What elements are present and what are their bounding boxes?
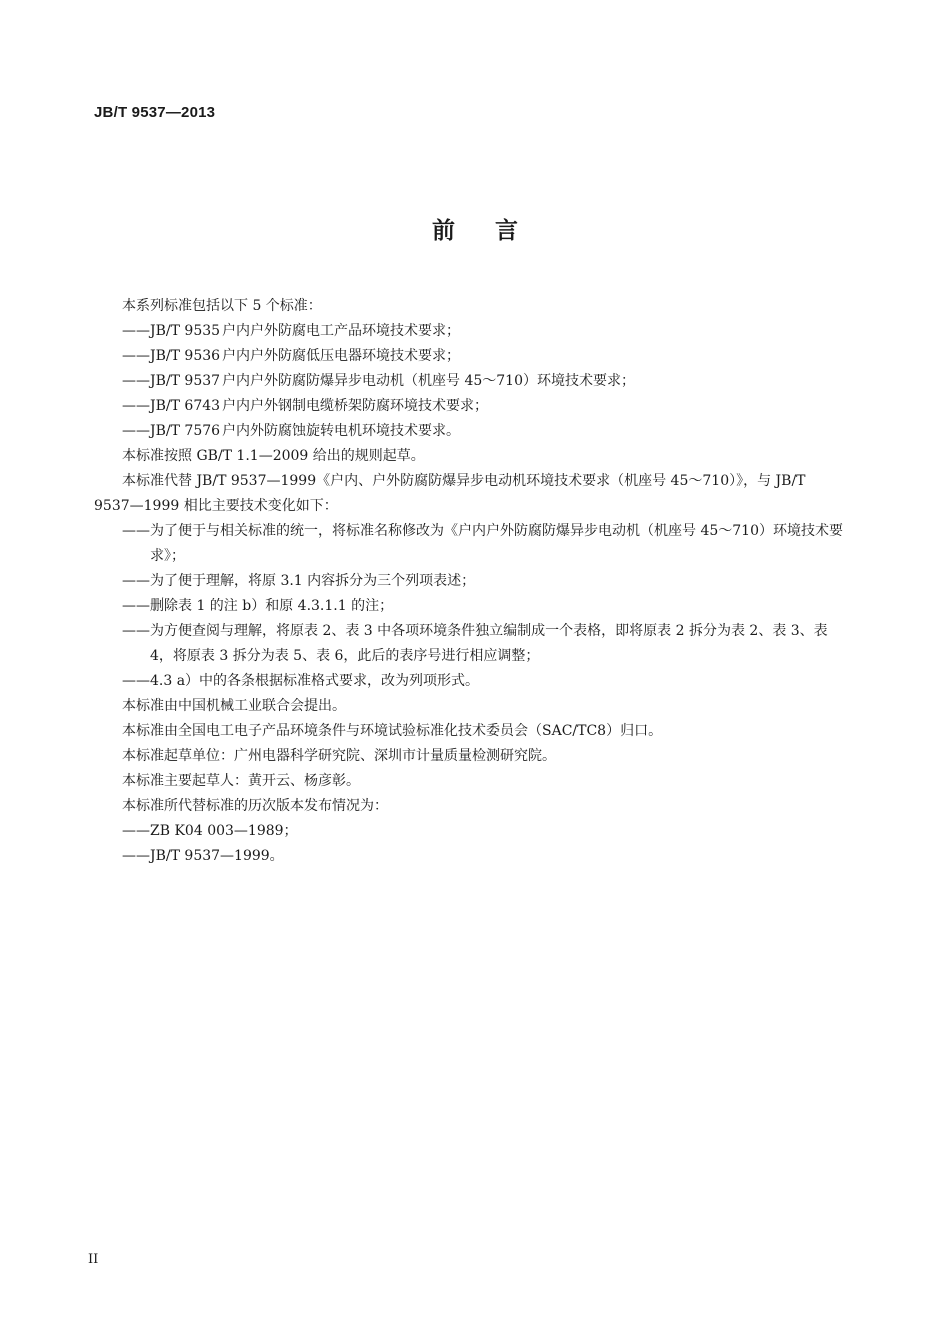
page-number: II xyxy=(88,1252,99,1267)
drafting-units: 本标准起草单位：广州电器科学研究院、深圳市计量质量检测研究院。 xyxy=(122,748,556,764)
history-item: ——ZB K04 003—1989； xyxy=(122,823,298,839)
series-item xyxy=(94,369,844,394)
drafters: 本标准主要起草人：黄开云、杨彦彰。 xyxy=(122,773,360,789)
change-item: ——为方便查阅与理解，将原表 2、表 3 中各项环境条件独立编制成一个表格，即将原表 2 拆分为表 2、表 3、表 4，将原表 3 拆分为表 5、表 6，此后的表序号进行相应调整； xyxy=(122,623,828,664)
series-item-text: 户内外防腐蚀旋转电机环境技术要求。 xyxy=(222,423,460,439)
series-item-text: 户内户外防腐低压电器环境技术要求； xyxy=(222,348,460,364)
foreword-body xyxy=(94,294,844,869)
series-item-text: 户内户外钢制电缆桥架防腐环境技术要求； xyxy=(222,398,488,414)
managed-by: 本标准由全国电工电子产品环境条件与环境试验标准化技术委员会（SAC/TC8）归口。 xyxy=(122,723,663,739)
change-item: ——删除表 1 的注 b）和原 4.3.1.1 的注； xyxy=(122,598,394,614)
series-item-text: 户内户外防腐电工产品环境技术要求； xyxy=(222,323,460,339)
change-item: ——4.3 a）中的各条根据标准格式要求，改为列项形式。 xyxy=(122,673,480,689)
replaces-statement: 本标准代替 JB/T 9537—1999《户内、户外防腐防爆异步电动机环境技术要求（机座号 45～710）》，与 JB/T 9537—1999 相比主要技术变化如下： xyxy=(94,473,806,514)
series-item-code: ——JB/T 9537 xyxy=(122,373,221,389)
series-item-text: 户内户外防腐防爆异步电动机（机座号 45～710）环境技术要求； xyxy=(222,373,635,389)
page-title: 前言 xyxy=(432,218,558,244)
series-item-code: ——JB/T 7576 xyxy=(122,423,221,439)
history-intro: 本标准所代替标准的历次版本发布情况为： xyxy=(122,798,388,814)
series-intro: 本系列标准包括以下 5 个标准： xyxy=(122,298,322,314)
series-item-code: ——JB/T 9536 xyxy=(122,348,221,364)
drafting-rule: 本标准按照 GB/T 1.1—2009 给出的规则起草。 xyxy=(122,448,425,464)
series-item xyxy=(94,319,844,344)
series-item xyxy=(94,344,844,369)
document-number: JB/T 9537—2013 xyxy=(94,104,216,121)
proposed-by: 本标准由中国机械工业联合会提出。 xyxy=(122,698,346,714)
series-item xyxy=(94,419,844,444)
series-item xyxy=(94,394,844,419)
series-item-code: ——JB/T 9535 xyxy=(122,323,221,339)
series-item-code: ——JB/T 6743 xyxy=(122,398,221,414)
change-item: ——为了便于理解，将原 3.1 内容拆分为三个列项表述； xyxy=(122,573,476,589)
history-item: ——JB/T 9537—1999。 xyxy=(122,848,284,864)
change-item: ——为了便于与相关标准的统一，将标准名称修改为《户内户外防腐防爆异步电动机（机座号 45～710）环境技术要求》； xyxy=(122,523,843,564)
